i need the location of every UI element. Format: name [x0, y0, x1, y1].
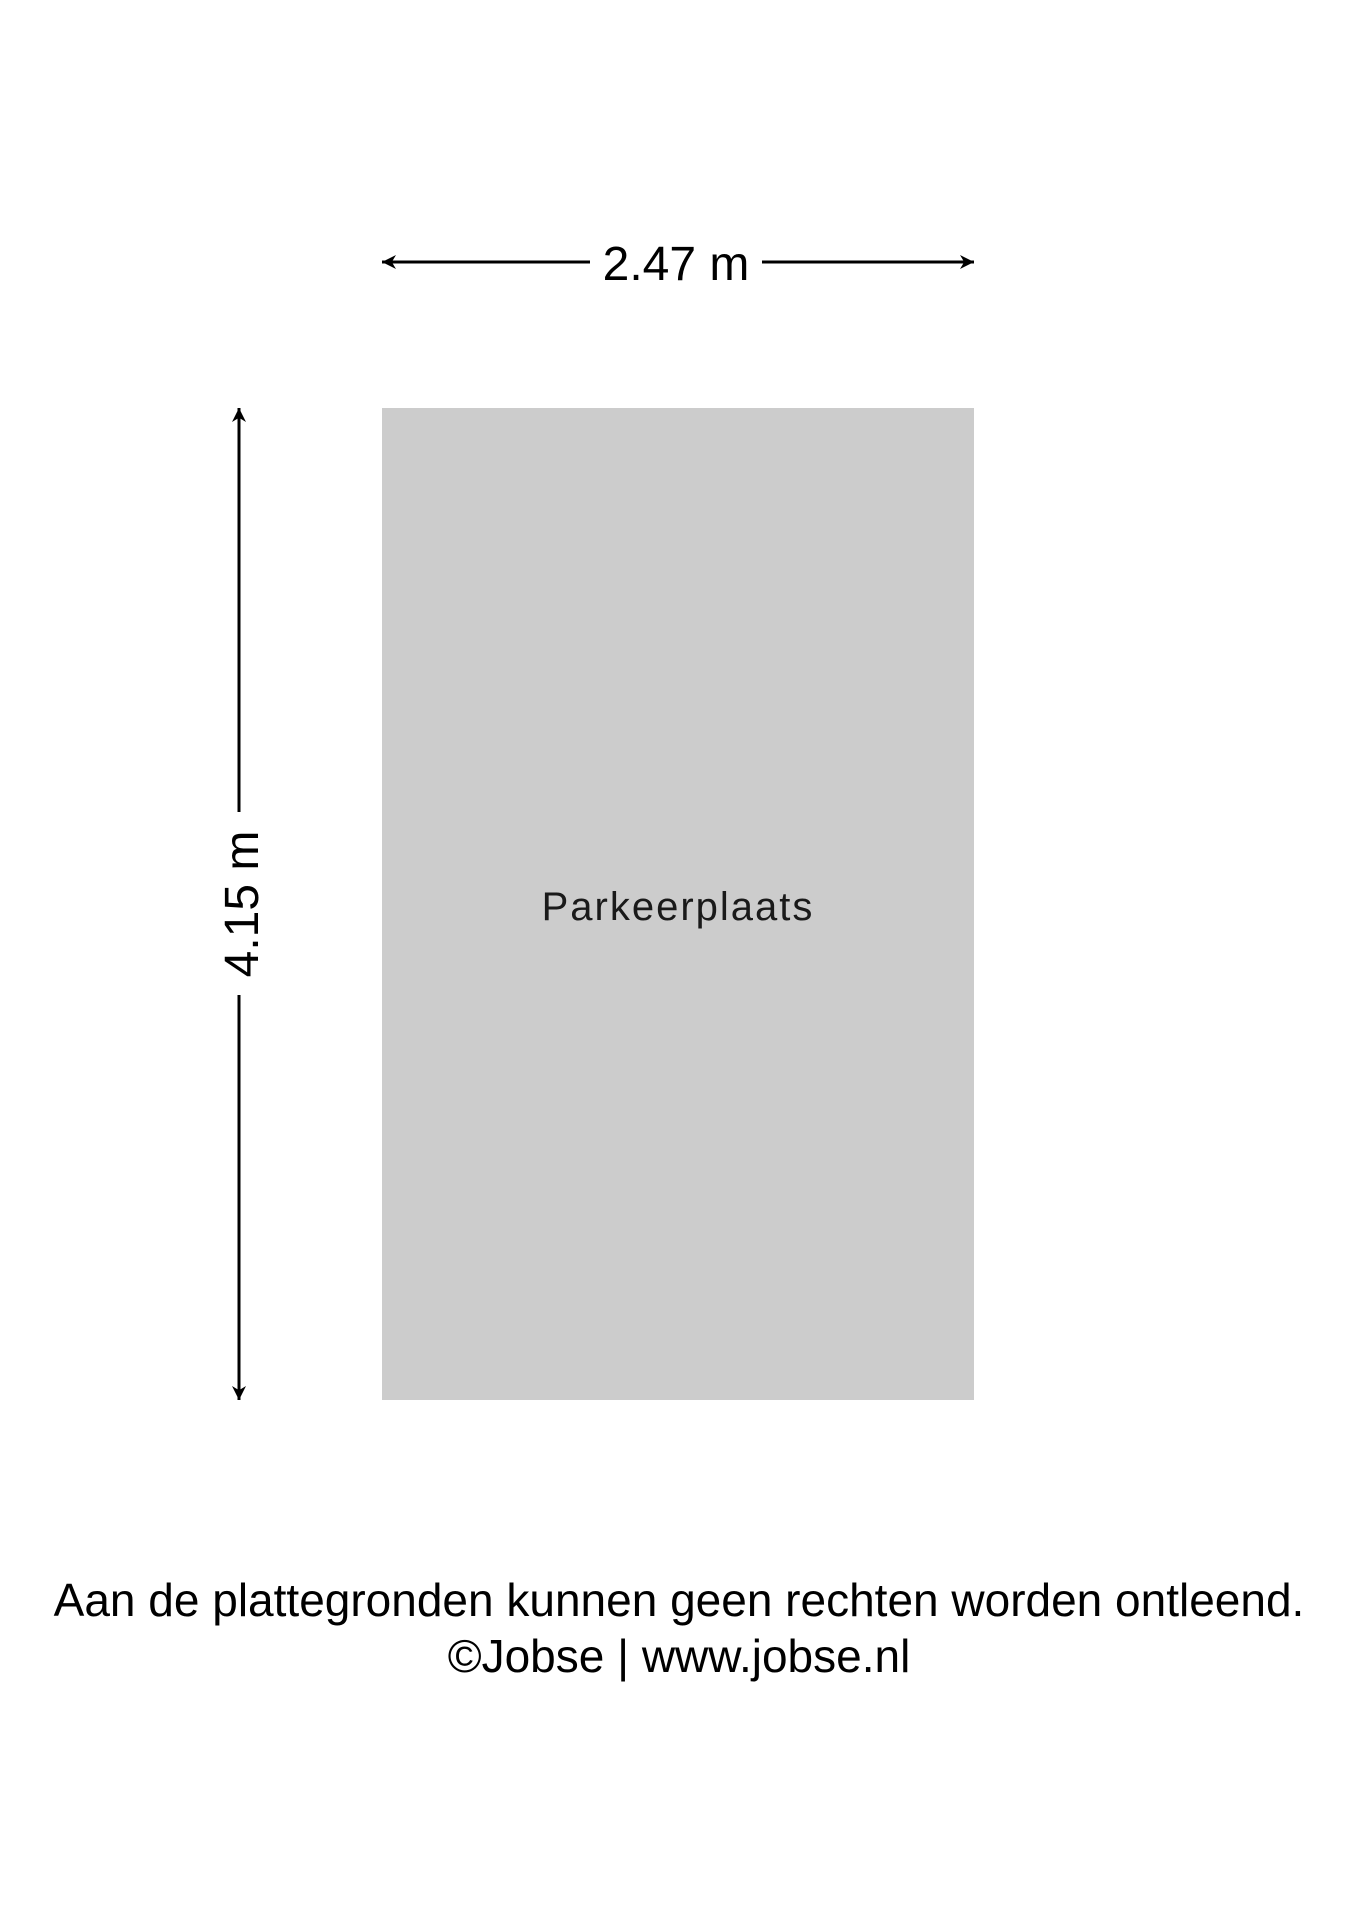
room-label: Parkeerplaats: [541, 885, 815, 929]
width-dimension-label: 2.47 m: [602, 238, 750, 291]
footer: [0, 1572, 1358, 1684]
length-dimension-label: 4.15 m: [216, 830, 269, 978]
width-dimension: [382, 238, 974, 291]
copyright-text: ©Jobse | www.jobse.nl: [447, 1630, 911, 1682]
length-dimension: [216, 408, 269, 1400]
disclaimer-text: Aan de plattegronden kunnen geen rechten worden ontleend.: [53, 1574, 1305, 1626]
